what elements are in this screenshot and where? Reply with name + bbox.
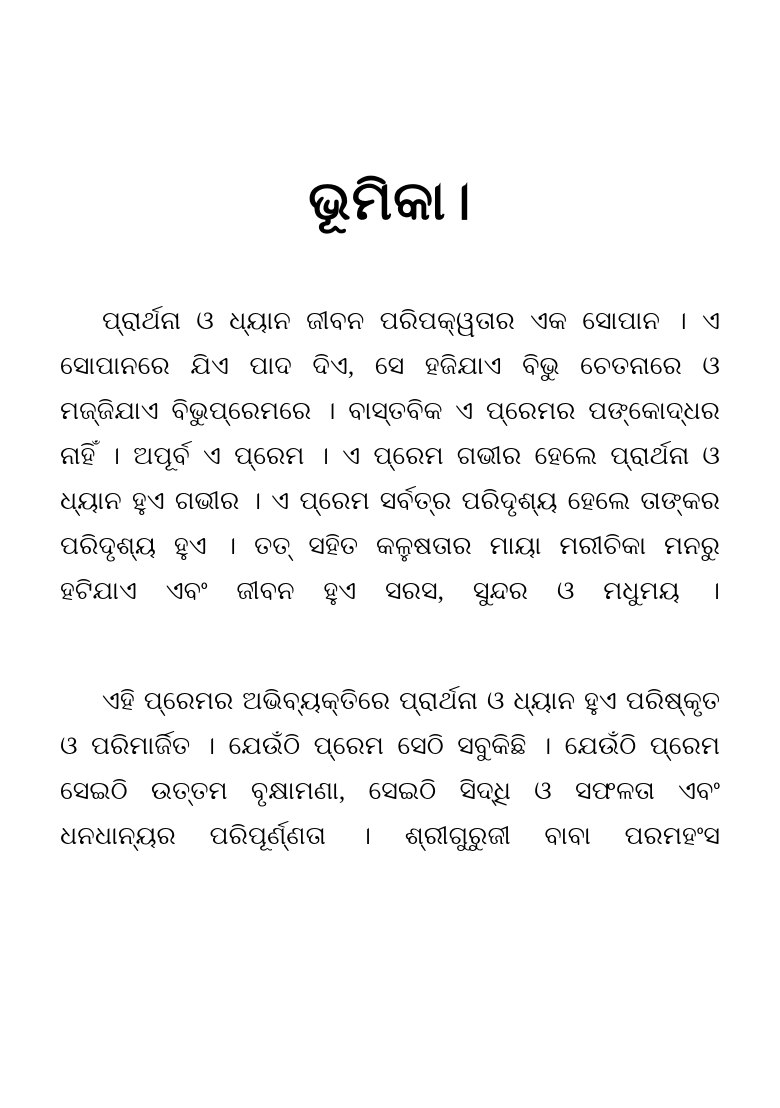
paragraph: ପ୍ରାର୍ଥନା ଓ ଧ୍ୟାନ ଜୀବନ ପରିପକ୍ୱତାର ଏକ ସୋପାନ । ଏ ସୋପାନରେ ଯିଏ ପାଦ ଦିଏ, ସେ ହଜିଯାଏ ବିଭୁ ଚେତନାରେ ଓ ମଜ୍ଜିଯାଏ ବିଭୁପ୍ରେମରେ । ବାସ୍ତବିକ ଏ ପ୍ରେମର ପଙ୍କୋଦ୍ଧର ନାହିଁ । ଅପୂର୍ବ ଏ ପ୍ରେମ । ଏ ପ୍ରେମ ଗଭୀର ହେଲେ ପ୍ରାର୍ଥନା ଓ ଧ୍ୟାନ ହୁଏ ଗଭୀର । ଏ ପ୍ରେମ ସର୍ବତ୍ର ପରିଦୃଶ୍ୟ ହେଲେ ତାଙ୍କର ପରିଦୃଶ୍ୟ ହୁଏ । ତତ୍ ସହିତ କଳୁଷତାର ମାୟା ମରୀଚିକା ମନରୁ ହଟିଯାଏ ଏବଂ ଜୀବନ ହୁଏ ସରସ, ସୁନ୍ଦର ଓ ମଧୁମୟ । [60, 305, 720, 605]
paragraph: ଏହି ପ୍ରେମର ଅଭିବ୍ୟକ୍ତିରେ ପ୍ରାର୍ଥନା ଓ ଧ୍ୟାନ ହୁଏ ପରିଷ୍କୃତ ଓ ପରିମାର୍ଜିତ । ଯେଉଁଠି ପ୍ରେମ ସେଠି ସବୁକିଛି । ଯେଉଁଠି ପ୍ରେମ ସେଇଠି ଉତ୍ତମ ବୃକ୍ଷାମଣା, ସେଇଠି ସିଦ୍ଧି ଓ ସଫଳତା ଏବଂ ଧନଧାନ୍ୟର ପରିପୂର୍ଣ୍ଣତା । ଶ୍ରୀଗୁରୁଜୀ ବାବା ପରମହଂସ [60, 685, 720, 850]
body-text [60, 298, 720, 903]
page-title: ଭୂମିକା। [308, 171, 472, 231]
